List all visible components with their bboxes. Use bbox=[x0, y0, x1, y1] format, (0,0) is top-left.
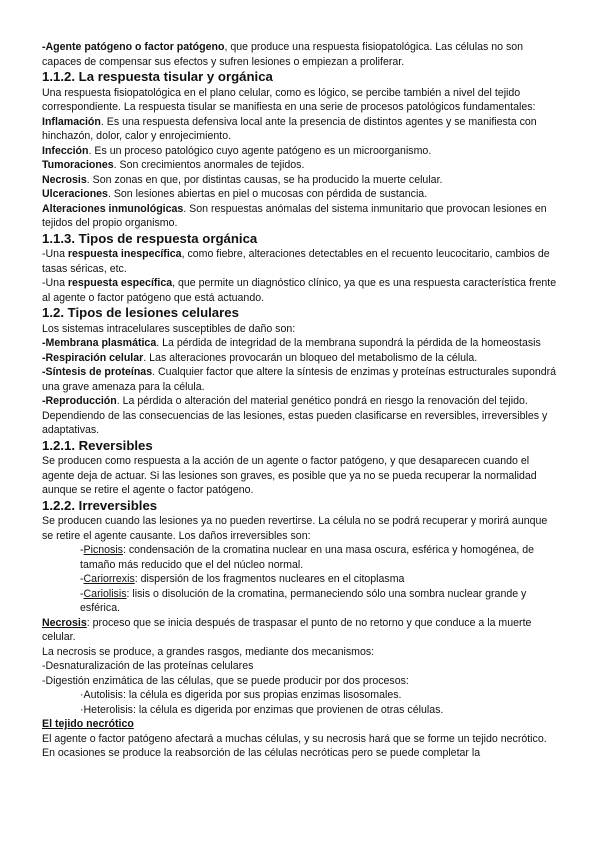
dano-cariolisis: -Cariolisis: lisis o disolución de la cromatina, permaneciendo sólo una sombra nuclear grande y esférica. bbox=[80, 587, 527, 614]
sistema-respiracion: -Respiración celular. Las alteraciones provocarán un bloqueo del metabolismo de la célula. bbox=[42, 351, 478, 364]
paragraph-mecanismos-intro: La necrosis se produce, a grandes rasgos, mediante dos mecanismos: bbox=[42, 645, 375, 658]
definition-infeccion: Infección. Es un proceso patológico cuyo agente patógeno es un microorganismo. bbox=[42, 144, 432, 157]
paragraph-clasificacion: Dependiendo de las consecuencias de las lesiones, estas pueden clasificarse en reversibles, irreversibles y adaptativas. bbox=[42, 409, 548, 436]
heading-1-1-2: 1.1.2. La respuesta tisular y orgánica bbox=[42, 69, 273, 84]
mecanismo-digestion: -Digestión enzimática de las células, que se puede producir por dos procesos: bbox=[42, 674, 409, 687]
paragraph-reversibles: Se producen como respuesta a la acción de un agente o factor patógeno, y que desaparecen cuando el agente deja de actuar. Si las lesiones son graves, es posible que ya no se pueda recuperar la normalidad aunque se retire el agente o factor patógeno. bbox=[42, 455, 537, 496]
sistema-reproduccion: -Reproducción. La pérdida o alteración del material genético pondrá en riesgo la renovación del tejido. bbox=[42, 395, 528, 407]
sistema-membrana: -Membrana plasmática. La pérdida de integridad de la membrana supondrá la pérdida de la homeostasis bbox=[42, 337, 541, 349]
mecanismo-desnaturalizacion: -Desnaturalización de las proteínas celulares bbox=[42, 660, 254, 672]
heading-1-2-1: 1.2.1. Reversibles bbox=[42, 437, 153, 453]
sistema-sintesis: -Síntesis de proteínas. Cualquier factor que altere la síntesis de enzimas y proteínas estructurales supondrá una grave amenaza para la célula. bbox=[42, 366, 557, 393]
paragraph-agente: -Agente patógeno o factor patógeno, que produce una respuesta fisiopatológica. Las células no son capaces de compensar sus efectos y sufren lesiones o empiezan a proliferar. bbox=[42, 41, 524, 68]
heading-1-1-3: 1.1.3. Tipos de respuesta orgánica bbox=[42, 230, 258, 246]
subheading-tejido-necrotico: El tejido necrótico bbox=[42, 718, 134, 730]
proceso-autolisis: ·Autolisis: la célula es digerida por sus propias enzimas lisosomales. bbox=[80, 689, 402, 701]
paragraph-respuesta-tisular: Una respuesta fisiopatológica en el plano celular, como es lógico, se percibe también a nivel del tejido correspondiente. La respuesta tisular se manifiesta en una serie de procesos patológicos fundamentales: bbox=[42, 86, 536, 113]
paragraph-necrosis: Necrosis: proceso que se inicia después de traspasar el punto de no retorno y que conduce a la muerte celular. bbox=[42, 616, 532, 643]
dano-picnosis: -Picnosis: condensación de la cromatina nuclear en una masa oscura, esférica y homogénea, de tamaño más reducido que el del núcleo normal. bbox=[80, 544, 535, 571]
paragraph-sistemas-intro: Los sistemas intracelulares susceptibles de daño son: bbox=[42, 322, 296, 335]
tipo-especifica: -Una respuesta específica, que permite un diagnóstico clínico, ya que es una respuesta característica frente al agente o factor patógeno que está actuando. bbox=[42, 277, 557, 304]
heading-1-2-2: 1.2.2. Irreversibles bbox=[42, 497, 158, 513]
proceso-heterolisis: ·Heterolisis: la célula es digerida por enzimas que provienen de otras células. bbox=[80, 703, 444, 716]
definition-ulceraciones: Ulceraciones. Son lesiones abiertas en piel o mucosas con pérdida de sustancia. bbox=[42, 188, 428, 200]
paragraph-irreversibles: Se producen cuando las lesiones ya no pueden revertirse. La célula no se podrá recuperar y morirá aunque se retire el agente causante. Los daños irreversibles son: bbox=[42, 515, 548, 542]
dano-cariorrexis: -Cariorrexis: dispersión de los fragmentos nucleares en el citoplasma bbox=[80, 573, 405, 585]
paragraph-tejido-necrotico: El agente o factor patógeno afectará a muchas células, y su necrosis hará que se forme un tejido necrótico. En ocasiones se produce la reabsorción de las células necróticas pero se puede completar la bbox=[42, 732, 547, 759]
definition-tumoraciones: Tumoraciones. Son crecimientos anormales de tejidos. bbox=[42, 159, 305, 171]
heading-1-2: 1.2. Tipos de lesiones celulares bbox=[42, 305, 239, 320]
term-agente: -Agente patógeno o factor patógeno bbox=[42, 41, 225, 53]
tipo-inespecifica: -Una respuesta inespecífica, como fiebre, alteraciones detectables en el recuento leucocitario, cambios de tasas séricas, etc. bbox=[42, 248, 550, 275]
definition-necrosis: Necrosis. Son zonas en que, por distintas causas, se ha producido la muerte celular. bbox=[42, 173, 443, 186]
definition-alteraciones: Alteraciones inmunológicas. Son respuestas anómalas del sistema inmunitario que provocan lesiones en tejidos del propio organismo. bbox=[42, 202, 547, 229]
definition-inflamacion: Inflamación. Es una respuesta defensiva local ante la presencia de distintos agentes y se manifiesta con hinchazón, dolor, calor y enrojecimiento. bbox=[42, 115, 537, 142]
